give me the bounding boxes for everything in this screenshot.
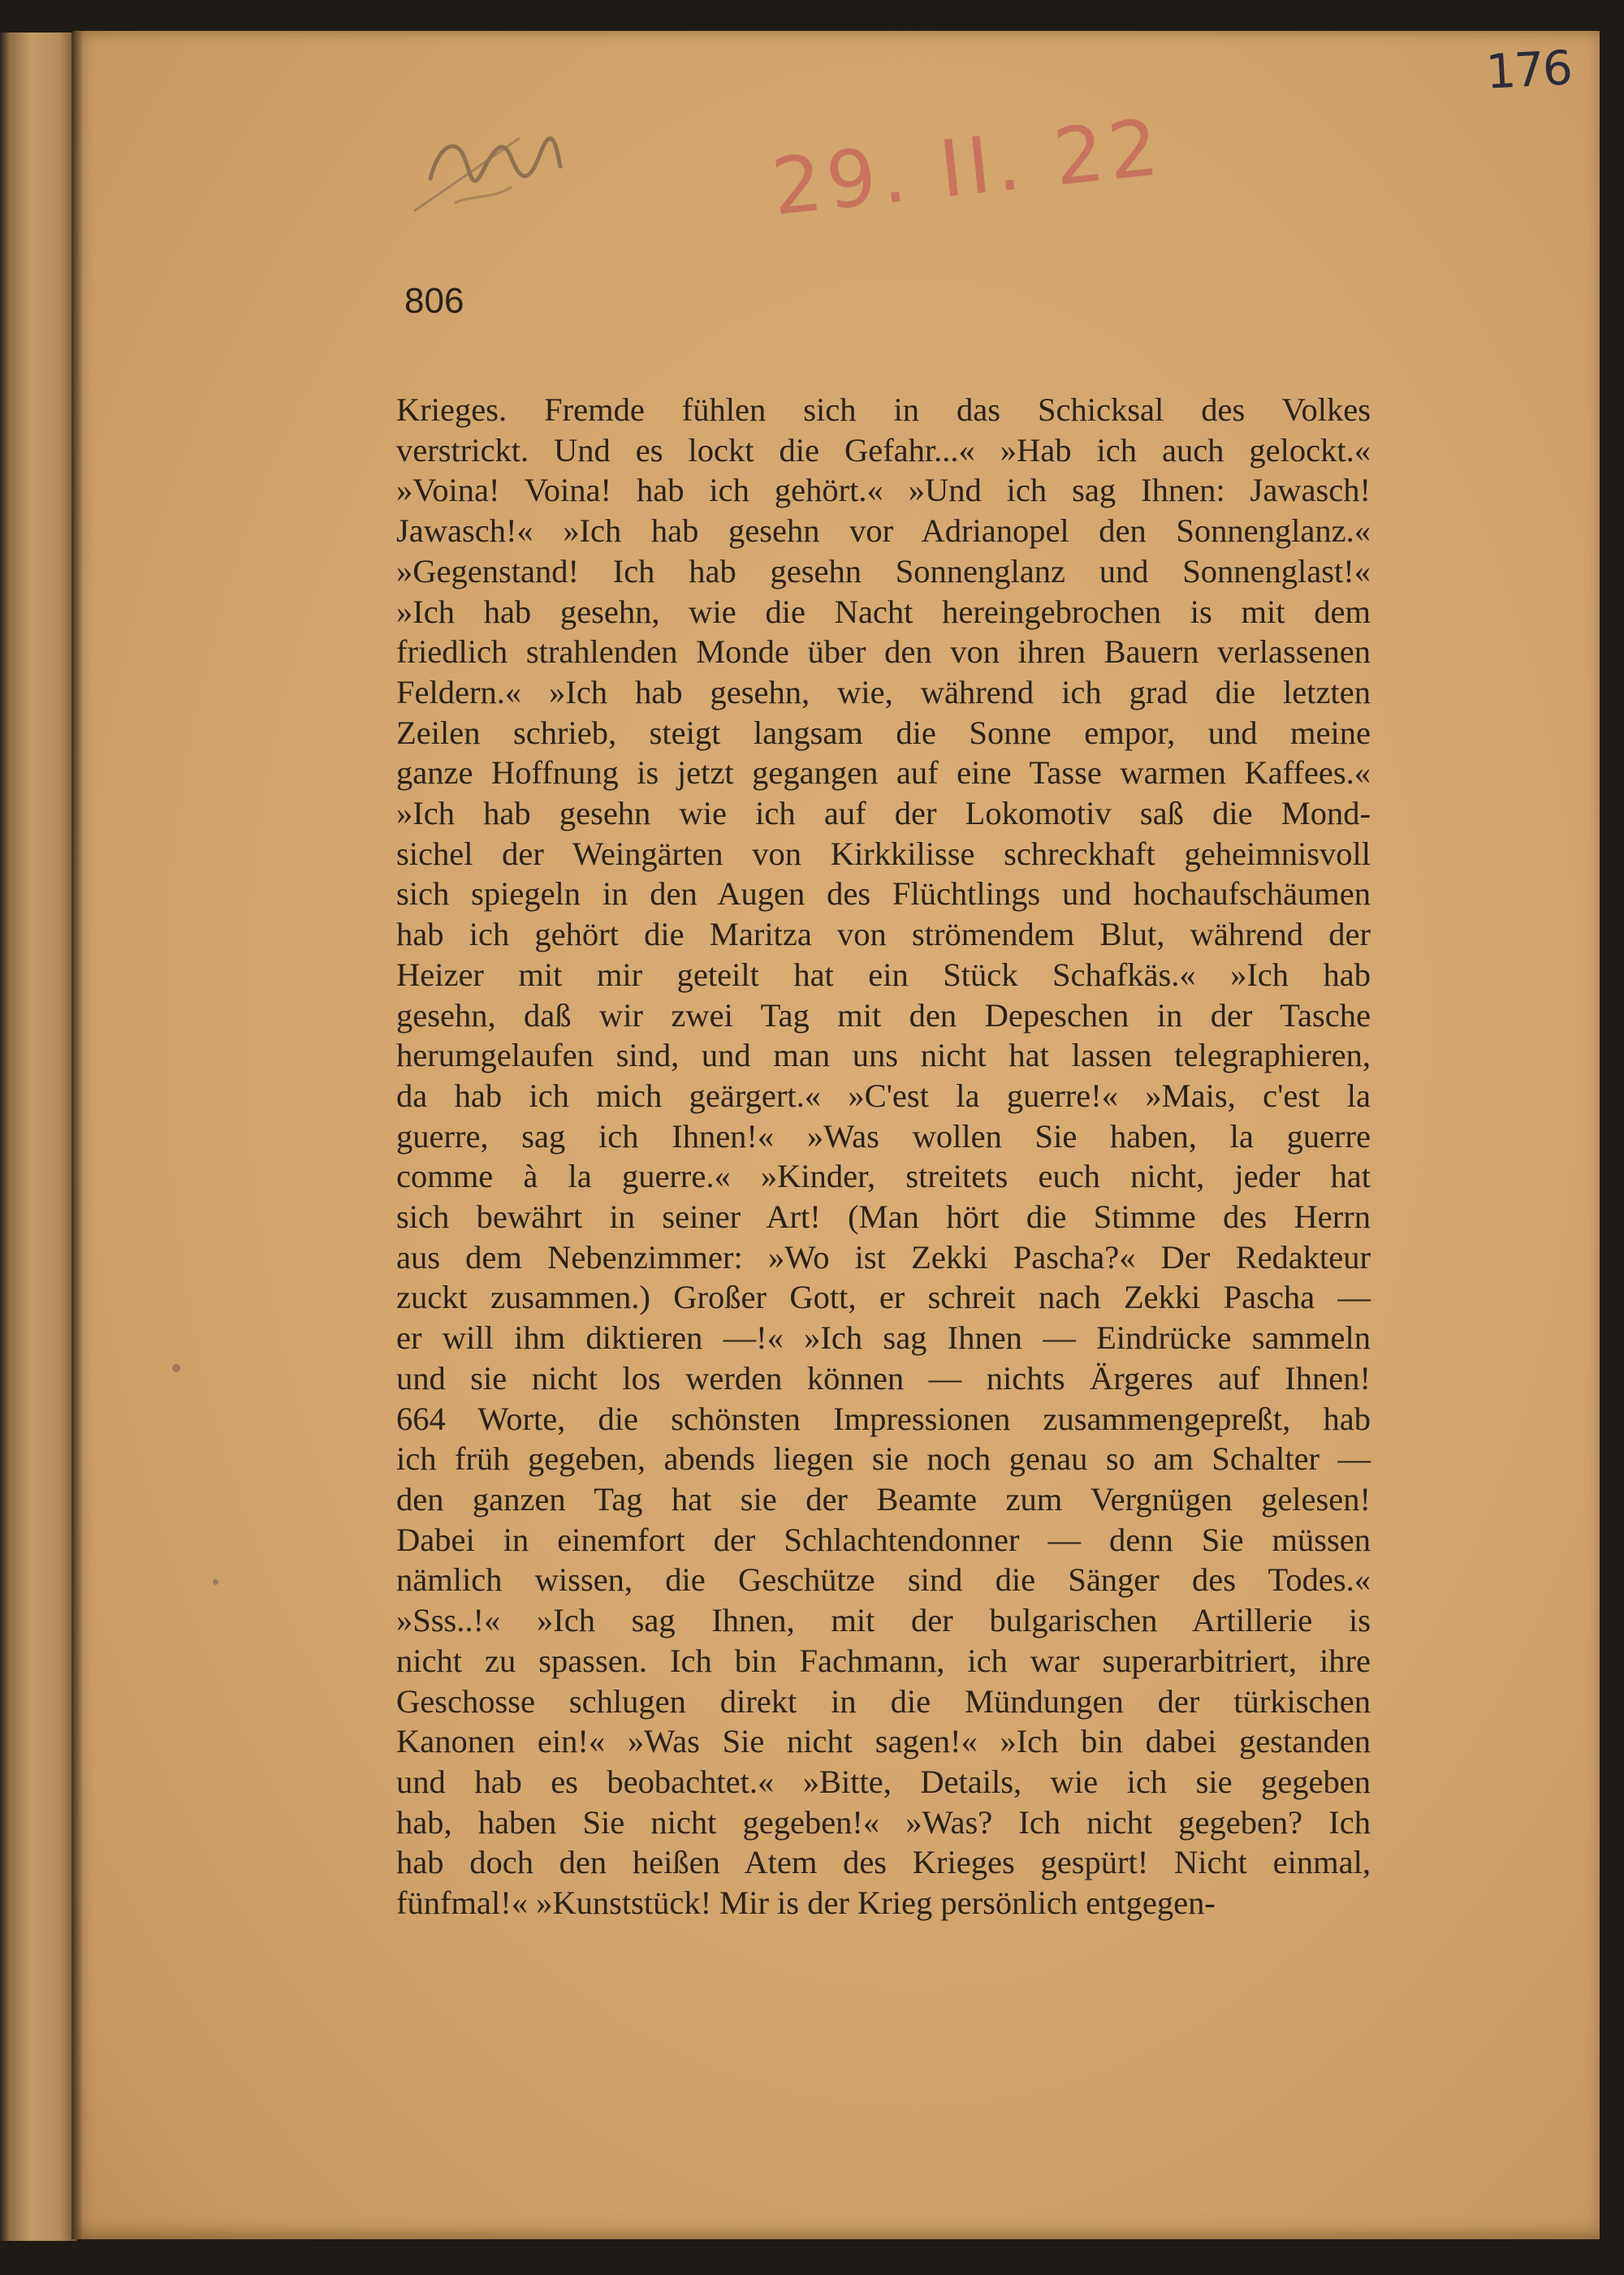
text-line: Feldern.« »Ich hab gesehn, wie, während ich grad die letzten [396,673,1371,710]
text-line: ganze Hoffnung is jetzt gegangen auf eine Tasse warmen Kaffees.« [396,754,1371,792]
text-line: hab, haben Sie nicht gegeben!« »Was? Ich nicht gegeben? Ich [396,1803,1371,1841]
text-line: verstrickt. Und es lockt die Gefahr...« »Hab ich auch gelockt.« [396,431,1371,468]
paper-speck [172,1364,180,1372]
text-line: Geschosse schlugen direkt in die Mündungen der türkischen [396,1682,1371,1720]
text-line: und sie nicht los werden können — nichts Ärgeres auf Ihnen! [396,1359,1371,1397]
text-line: hab ich gehört die Maritza von strömendem Blut, während der [396,916,1371,953]
text-line: Jawasch!« »Ich hab gesehn vor Adrianopel den Sonnenglanz.« [396,512,1371,550]
page-gutter-shadow [71,31,83,2239]
text-line: »Ich hab gesehn, wie die Nacht hereingebrochen is mit dem [396,593,1371,630]
text-line: Kanonen ein!« »Was Sie nicht sagen!« »Ich bin dabei gestanden [396,1723,1371,1760]
text-line: sich spiegeln in den Augen des Flüchtlings und hochaufschäumen [396,875,1371,913]
text-line: aus dem Nebenzimmer: »Wo ist Zekki Pascha?« Der Redakteur [396,1238,1371,1276]
text-line: Dabei in einemfort der Schlachtendonner — denn Sie müssen [396,1521,1371,1558]
text-line: »Voina! Voina! hab ich gehört.« »Und ich sag Ihnen: Jawasch! [396,472,1371,509]
text-line: Heizer mit mir geteilt hat ein Stück Schafkäs.« »Ich hab [396,956,1371,993]
text-line: friedlich strahlenden Monde über den von ihren Bauern verlassenen [396,633,1371,671]
handwritten-folio-number: 176 [1484,40,1573,100]
body-text [396,390,1371,1923]
pencil-scribble-mark [406,122,568,235]
text-line: er will ihm diktieren —!« »Ich sag Ihnen — Eindrücke sammeln [396,1319,1371,1357]
text-line: Krieges. Fremde fühlen sich in das Schicksal des Volkes [396,391,1371,428]
text-line: »Gegenstand! Ich hab gesehn Sonnenglanz und Sonnenglast!« [396,552,1371,589]
text-line: nämlich wissen, die Geschütze sind die Sänger des Todes.« [396,1561,1371,1599]
paper-speck [213,1579,218,1585]
text-line: hab doch den heißen Atem des Krieges gespürt! Nicht einmal, [396,1844,1371,1881]
pencil-date-annotation: 29. II. 22 [767,101,1168,233]
text-line: ich früh gegeben, abends liegen sie noch genau so am Schalter — [396,1440,1371,1478]
text-line: zuckt zusammen.) Großer Gott, er schreit nach Zekki Pascha — [396,1279,1371,1316]
text-line: da hab ich mich geärgert.« »C'est la guerre!« »Mais, c'est la [396,1077,1371,1114]
text-line: nicht zu spassen. Ich bin Fachmann, ich war superarbitriert, ihre [396,1642,1371,1679]
text-line: herumgelaufen sind, und man uns nicht hat lassen telegraphieren, [396,1037,1371,1074]
text-line: 664 Worte, die schönsten Impressionen zusammengepreßt, hab [396,1400,1371,1437]
text-line: »Ich hab gesehn wie ich auf der Lokomotiv saß die Mond- [396,795,1371,832]
text-line: Zeilen schrieb, steigt langsam die Sonne empor, und meine [396,714,1371,751]
text-line: »Sss..!« »Ich sag Ihnen, mit der bulgarischen Artillerie is [396,1602,1371,1639]
text-line: gesehn, daß wir zwei Tag mit den Depeschen in der Tasche [396,996,1371,1034]
text-line: den ganzen Tag hat sie der Beamte zum Vergnügen gelesen! [396,1480,1371,1517]
text-line: fünfmal!« »Kunststück! Mir is der Krieg persönlich entgegen- [396,1884,1216,1922]
book-spine-edge [0,32,77,2241]
text-line: comme à la guerre.« »Kinder, streitets euch nicht, jeder hat [396,1158,1371,1195]
text-line: sich bewährt in seiner Art! (Man hört die Stimme des Herrn [396,1198,1371,1236]
page-number: 806 [404,281,464,321]
text-line: sichel der Weingärten von Kirkkilisse schreckhaft geheimnisvoll [396,835,1371,872]
text-line: guerre, sag ich Ihnen!« »Was wollen Sie haben, la guerre [396,1117,1371,1155]
text-line: und hab es beobachtet.« »Bitte, Details, wie ich sie gegeben [396,1763,1371,1800]
